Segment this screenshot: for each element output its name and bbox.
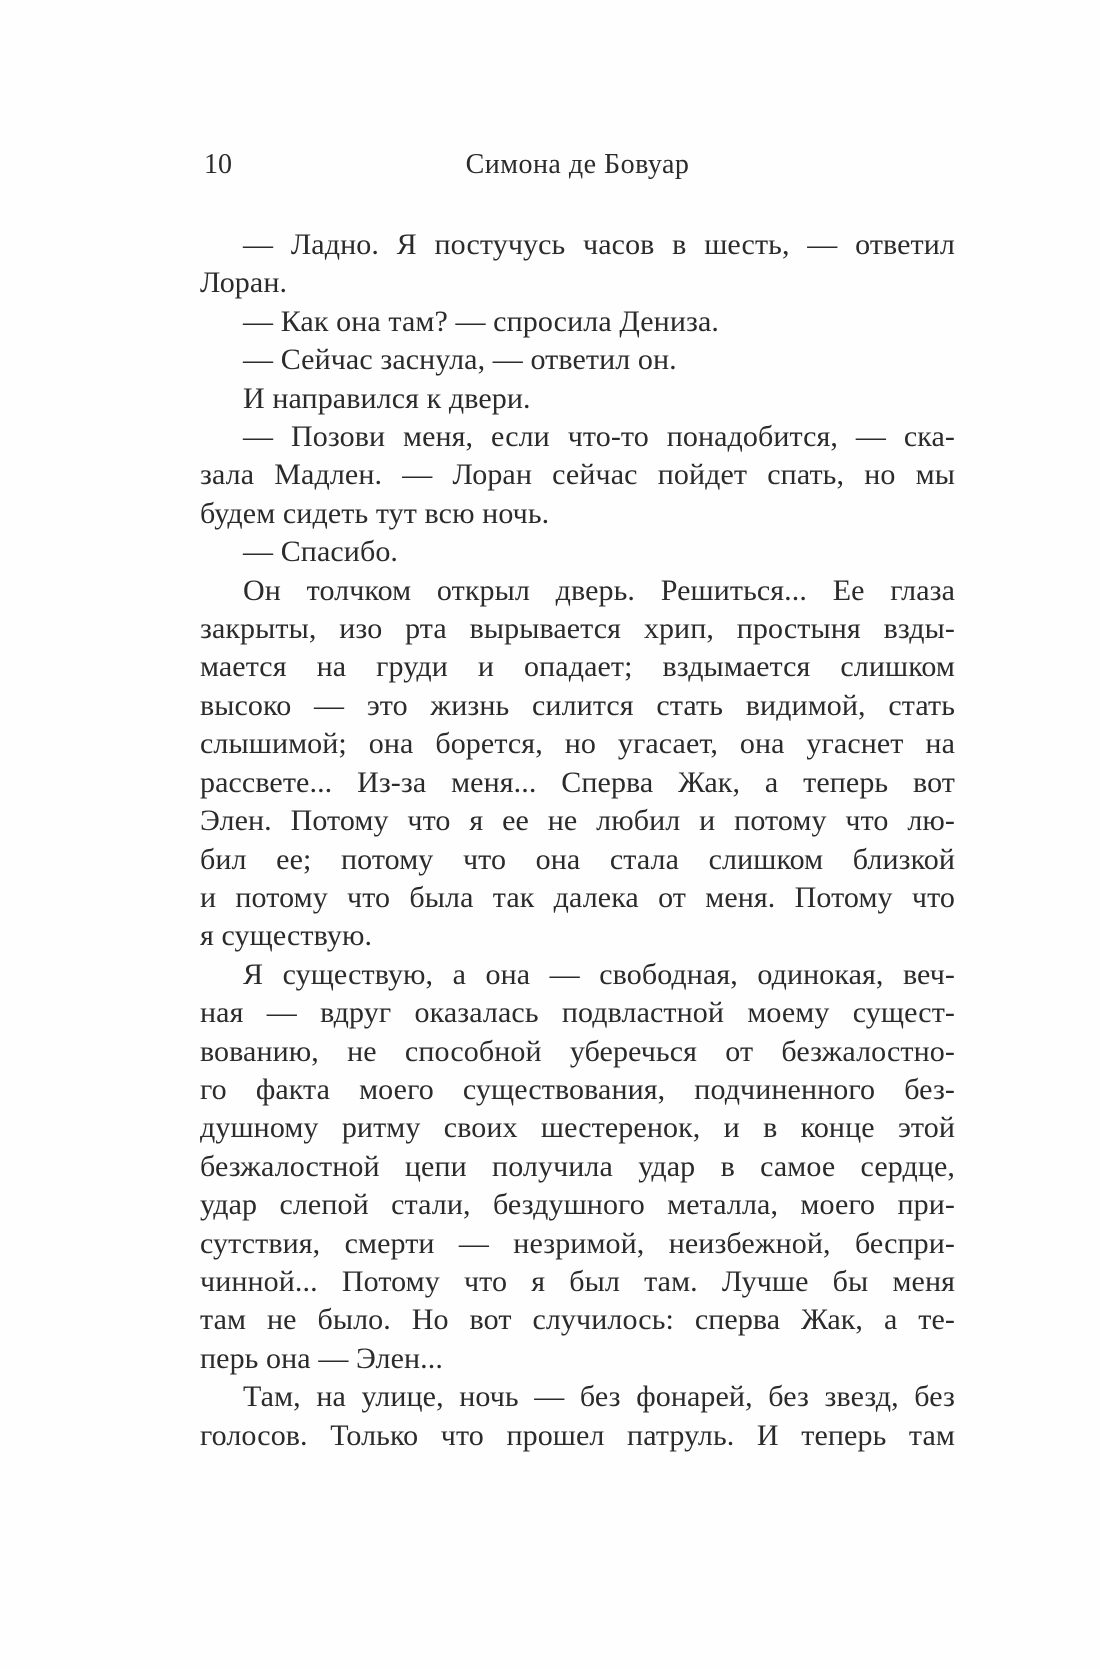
text-line: мается на груди и опадает; вздымается слишком <box>200 650 955 684</box>
paragraph <box>200 341 955 379</box>
text-line: высоко — это жизнь силится стать видимой, стать <box>200 688 955 722</box>
text-line: — Сейчас заснула, — ответил он. <box>243 343 677 377</box>
text-line: — Как она там? — спросила Дениза. <box>243 304 719 338</box>
text-line: там не было. Но вот случилось: сперва Жак, а те- <box>200 1303 955 1337</box>
text-line: слышимой; она борется, но угасает, она угаснет на <box>200 727 955 761</box>
text-line: И направился к двери. <box>243 381 531 415</box>
text-line: будем сидеть тут всю ночь. <box>200 496 550 530</box>
paragraph <box>200 380 955 418</box>
text-line: я существую. <box>200 919 373 953</box>
text-line: рассвете... Из-за меня... Сперва Жак, а теперь вот <box>200 765 955 799</box>
text-line: душному ритму своих шестеренок, и в конце этой <box>200 1111 955 1145</box>
paragraph <box>200 418 955 533</box>
text-line: перь она — Элен... <box>200 1341 443 1375</box>
text-line: голосов. Только что прошел патруль. И теперь там <box>200 1418 955 1452</box>
page-number: 10 <box>204 149 232 180</box>
text-line: чинной... Потому что я был там. Лучше бы меня <box>200 1264 955 1298</box>
paragraph <box>200 303 955 341</box>
text-line: — Ладно. Я постучусь часов в шесть, — ответил <box>243 228 955 261</box>
text-line: зала Мадлен. — Лоран сейчас пойдет спать, но мы <box>200 458 955 492</box>
text-line: безжалостной цепи получила удар в самое сердце, <box>200 1149 955 1183</box>
text-line: и потому что была так далека от меня. Потому что <box>200 880 955 914</box>
page-header <box>200 148 955 182</box>
text-line: ная — вдруг оказалась подвластной моему сущест- <box>200 996 955 1030</box>
paragraph <box>200 956 955 1378</box>
paragraph <box>200 533 955 571</box>
text-line: Лоран. <box>200 266 288 300</box>
page-body <box>200 226 955 1455</box>
text-line: сутствия, смерти — незримой, неизбежной, беспри- <box>200 1226 955 1260</box>
text-line: го факта моего существования, подчиненного без- <box>200 1072 955 1106</box>
text-line: — Позови меня, если что-то понадобится, — ска- <box>243 420 955 454</box>
text-line: Я существую, а она — свободная, одинокая, веч- <box>243 957 955 991</box>
paragraph <box>200 1378 955 1455</box>
text-line: Элен. Потому что я ее не любил и потому что лю- <box>200 804 955 838</box>
text-line: бил ее; потому что она стала слишком близкой <box>200 842 955 876</box>
text-line: удар слепой стали, бездушного металла, моего при- <box>200 1188 955 1222</box>
paragraph <box>200 572 955 956</box>
text-line: закрыты, изо рта вырывается хрип, простыня взды- <box>200 612 955 646</box>
text-line: — Спасибо. <box>243 535 399 569</box>
text-line: Он толчком открыл дверь. Решиться... Ее глаза <box>243 573 955 607</box>
text-line: Там, на улице, ночь — без фонарей, без звезд, без <box>243 1380 955 1414</box>
running-title: Симона де Бовуар <box>465 149 690 180</box>
paragraph <box>200 226 955 303</box>
text-line: вованию, не способной уберечься от безжалостно- <box>200 1034 955 1068</box>
